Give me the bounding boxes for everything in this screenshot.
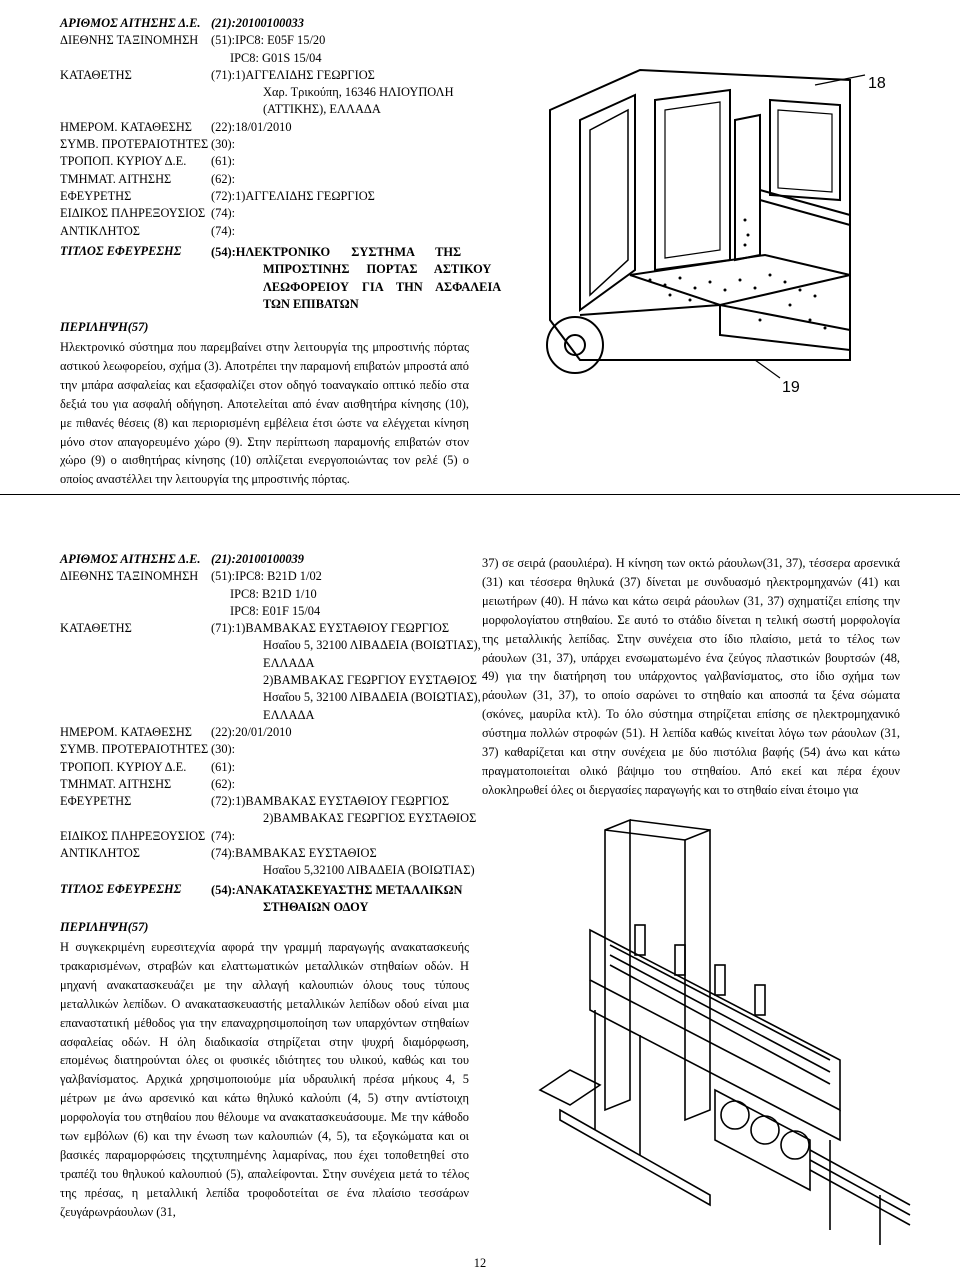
field-value: (21):20100100033 (211, 16, 304, 30)
field-row (60, 101, 480, 118)
bus-door-drawing (520, 60, 920, 400)
figure-bus-door (520, 60, 920, 400)
field-row (60, 84, 480, 101)
field-row (60, 171, 480, 188)
title-line: ΜΠΡΟΣΤΙΝΗΣ ΠΟΡΤΑΣ ΑΣΤΙΚΟΥ (263, 262, 492, 277)
field-value: (72):1)ΑΓΓΕΛΙΔΗΣ ΓΕΩΡΓΙΟΣ (211, 188, 375, 203)
field-label: ΕΦΕΥΡΕΤΗΣ (60, 188, 132, 203)
field-row (60, 136, 480, 153)
field-row (60, 32, 480, 49)
field-value: 2)ΒΑΜΒΑΚΑΣ ΓΕΩΡΓΙΟΥ ΕΥΣΤΑΘΙΟΣ (263, 673, 477, 688)
field-row (60, 568, 480, 585)
field-value: (61): (211, 759, 236, 774)
field-value: ΕΛΛΑΔΑ (263, 655, 315, 670)
field-row (60, 672, 480, 689)
field-row (60, 655, 480, 672)
abstract-continuation: 37) σε σειρά (ραουλιέρα). Η κίνηση των οκτώ ράουλων(31, 37), τέσσερα αρσενικά (31) και τέσσερα θηλυκά (37) δίνεται με συνδυασμό ηλεκτρομηχανών (41) και μειωτήρων (40). Η πάνω και κάτω σειρά ράουλων (31, 37) σχηματίζει επίσης την μορφολογίατου στηθαίου. Σε αυτό το στάδιο δίνεται η τελική σωστή μορφολογία της μεταλλικής λεπίδας. Στην συνέχεια στο ίδιο πλαίσιο, μετά το τέλος των ράουλων (31, 37), υπάρχει ενσωματωμένο ένα ζεύγος πλαστικών βουρτσών (48, 49) για την διατήρηση του υπάρχοντος γαλβανίσματος, στο ίδιο σχήμα των ράουλων (31, 37), το οποίο σαρώνει το στηθαίο και αποσπά τα ξένα σώματα (σκόνες, μαυρίλα κτλ). Το όλο σύστημα στηρίζεται επίσης σε ηλεκτρομηχανικό σύστημα πολλών στροφών (51). Η λεπίδα καθώς κινείται λόγω των ράουλων (31, 37) καθαρίζεται και στην συνέχεια με δύο πιστόλια βαφής (54) άνω και κάτω πραγματοποιείται ολικό βάψιμο του στηθαίου. Από εκεί και πέρα έχουν ολοκληρωθεί όλες οι διεργασίες παραγωγής και το στηθαίο είναι έτοιμο για (482, 556, 900, 797)
title-line: ΤΩΝ ΕΠΙΒΑΤΩΝ (263, 296, 359, 311)
abstract-heading: ΠΕΡΙΛΗΨΗ(57) (60, 920, 149, 934)
field-row (60, 15, 480, 32)
field-row (60, 776, 480, 793)
field-label: ΗΜΕΡΟΜ. ΚΑΤΑΘΕΣΗΣ (60, 724, 193, 739)
field-value: IPC8: B21D 1/10 (230, 586, 317, 601)
field-row (60, 188, 480, 205)
title-label: ΤΙΤΛΟΣ ΕΦΕΥΡΕΣΗΣ (60, 882, 182, 896)
field-value: Ησαΐου 5, 32100 ΛΙΒΑΔΕΙΑ (ΒΟΙΩΤΙΑΣ), (263, 690, 481, 705)
field-value: (21):20100100039 (211, 552, 304, 566)
field-label: ΣΥΜΒ. ΠΡΟΤΕΡΑΙΟΤΗΤΕΣ (60, 742, 209, 757)
field-label: ΑΡΙΘΜΟΣ ΑΙΤΗΣΗΣ Δ.Ε. (60, 16, 201, 30)
field-row (60, 689, 480, 706)
field-value: IPC8: G01S 15/04 (230, 50, 322, 65)
field-value: (30): (211, 137, 236, 152)
field-value: ΕΛΛΑΔΑ (263, 707, 315, 722)
field-row (60, 845, 480, 862)
field-row (60, 153, 480, 170)
abstract-text: Ηλεκτρονικό σύστημα που παρεμβαίνει στην λειτουργία της μπροστινής πόρτας αστικού λεωφορείου, σχήμα (3). Αποτρέπει την παραμονή επιβατών μπροστά από την μπάρα ασφαλείας και εξασφαλίζει στον οδηγό τοαναγκαίο οπτικό πεδίο στα δεξιά του για ασφαλή οδήγηση. Αποτελείται από έναν αισθητήρα κίνησης (10), με πιθανές θέσεις (8) και περιορισμένη εμβέλεια έτσι ώστε να ελέγχεται κίνηση μόνο στον απαγορευμένο χώρο (9). Στην περίπτωση παραμονής επιβατών στον χώρο (9) ο αισθητήρας κίνησης (10) οπλίζεται ενεργοποιώντας τον ρελέ (5) ο οποίος αναστέλλει την λειτουργία της μπροστινής πόρτας. (60, 340, 469, 487)
field-value: (74):ΒΑΜΒΑΚΑΣ ΕΥΣΤΑΘΙΟΣ (211, 846, 377, 861)
field-row (60, 724, 480, 741)
title-line: ΣΤΗΘΑΙΩΝ ΟΔΟΥ (263, 900, 369, 915)
field-value: (71):1)ΒΑΜΒΑΚΑΣ ΕΥΣΤΑΘΙΟΥ ΓΕΩΡΓΙΟΣ (211, 621, 450, 636)
record-2-title (60, 882, 480, 918)
field-row (60, 741, 480, 758)
field-row (60, 620, 480, 637)
field-value: (62): (211, 171, 236, 186)
field-label: ΔΙΕΘΝΗΣ ΤΑΞΙΝΟΜΗΣΗ (60, 33, 199, 48)
field-value: (51):IPC8: B21D 1/02 (211, 569, 322, 584)
field-label: ΤΡΟΠΟΠ. ΚΥΡΙΟΥ Δ.Ε. (60, 759, 187, 774)
field-value: (74): (211, 828, 236, 843)
field-value: (51):IPC8: E05F 15/20 (211, 33, 326, 48)
field-value: (71):1)ΑΓΓΕΛΙΔΗΣ ΓΕΩΡΓΙΟΣ (211, 67, 375, 82)
field-label: ΚΑΤΑΘΕΤΗΣ (60, 621, 132, 636)
field-label: ΕΙΔΙΚΟΣ ΠΛΗΡΕΞΟΥΣΙΟΣ (60, 206, 206, 221)
field-value: (62): (211, 776, 236, 791)
field-row (60, 223, 480, 240)
title-line: (54):ΑΝΑΚΑΤΑΣΚΕΥΑΣΤΗΣ ΜΕΤΑΛΛΙΚΩΝ (211, 883, 463, 897)
field-label: ΔΙΕΘΝΗΣ ΤΑΞΙΝΟΜΗΣΗ (60, 569, 199, 584)
field-value: (74): (211, 223, 236, 238)
field-value: (22):18/01/2010 (211, 119, 292, 134)
field-value: Ησαΐου 5, 32100 ΛΙΒΑΔΕΙΑ (ΒΟΙΩΤΙΑΣ), (263, 638, 481, 653)
title-value (211, 882, 479, 917)
record-1-fields (60, 15, 480, 240)
field-row (60, 793, 480, 810)
field-value: (61): (211, 154, 236, 169)
abstract-heading: ΠΕΡΙΛΗΨΗ(57) (60, 320, 149, 334)
field-label: ΕΙΔΙΚΟΣ ΠΛΗΡΕΞΟΥΣΙΟΣ (60, 828, 206, 843)
field-value: Χαρ. Τρικούπη, 16346 ΗΛΙΟΥΠΟΛΗ (263, 85, 454, 100)
field-value: (30): (211, 742, 236, 757)
field-label: ΤΜΗΜΑΤ. ΑΙΤΗΣΗΣ (60, 776, 172, 791)
field-value: Ησαΐου 5,32100 ΛΙΒΑΔΕΙΑ (ΒΟΙΩΤΙΑΣ) (263, 863, 475, 878)
field-value: IPC8: E01F 15/04 (230, 603, 321, 618)
field-row (60, 707, 480, 724)
machine-drawing (510, 810, 930, 1250)
field-label: ΤΡΟΠΟΠ. ΚΥΡΙΟΥ Δ.Ε. (60, 154, 187, 169)
field-row (60, 586, 480, 603)
field-row (60, 67, 480, 84)
field-row (60, 603, 480, 620)
field-value: (74): (211, 206, 236, 221)
figure-label-19-text (782, 376, 800, 394)
field-label: ΤΜΗΜΑΤ. ΑΙΤΗΣΗΣ (60, 171, 172, 186)
field-row (60, 205, 480, 222)
abstract-text: Η συγκεκριμένη ευρεσιτεχνία αφορά την γραμμή παραγωγής ανακατασκευής τρακαρισμένων, στραβών και ελαττωματικών μεταλλικών στηθαίων οδών. Η μηχανή ανακατασκευάζει με την αλλαγή καλουπιών όλους τους τύπους μεταλλικών λεπίδων. Ο ανακατασκευαστής μεταλλικών λεπίδων οδού είναι μια επαναστατική μέθοδος για την επαναχρησιμοποίηση των υπαρχόντων στηθαίων ασφαλείας οδών. Η όλη διαδικασία στηρίζεται στην ψυχρή διαμόρφωση, επομένως διατηρούνται όλες οι φυσικές ιδιότητες του υλικού, καθώς και του γαλβανίσματος. Αρχικά χρησιμοποιούμε μία υδραυλική πρέσα μήκους 4, 5 μέτρων με άνω αρσενικό και κάτω θηλυκό καλούπι (4, 5) στην αντίστοιχη μορφολογία του στηθαίου που θέλουμε να ανακατασκευάσουμε. Με την κάθοδο των εμβόλων (6) και την ένωση των καλουπιών (4, 5), τα εξογκώματα και οι βασικές παραμορφώσεις τηςχτυπημένης λαμαρίνας, που έχει τοποθετηθεί στο τραπέζι του θηλυκού καλουπιού (5), απαλείφονται. Στην συνέχεια μετά το τέλος της πρέσας, η μεταλλική λεπίδα τροφοδοτείται σε ένα πλαίσιο τεσσάρων ζευγάρωνράουλων (31, (60, 940, 469, 1219)
field-label: ΣΥΜΒ. ΠΡΟΤΕΡΑΙΟΤΗΤΕΣ (60, 137, 209, 152)
field-label: ΚΑΤΑΘΕΤΗΣ (60, 67, 132, 82)
section-divider (0, 494, 960, 495)
field-value: (22):20/01/2010 (211, 724, 292, 739)
field-value: (72):1)ΒΑΜΒΑΚΑΣ ΕΥΣΤΑΘΙΟΥ ΓΕΩΡΓΙΟΣ (211, 794, 450, 809)
figure-machine (510, 810, 930, 1250)
field-label: ΗΜΕΡΟΜ. ΚΑΤΑΘΕΣΗΣ (60, 119, 193, 134)
field-row (60, 637, 480, 654)
field-row (60, 551, 480, 568)
figure-label-18: 18 (868, 75, 886, 92)
field-row (60, 828, 480, 845)
figure-label-18-text (868, 72, 886, 90)
field-value: 2)ΒΑΜΒΑΚΑΣ ΓΕΩΡΓΙΟΣ ΕΥΣΤΑΘΙΟΣ (263, 811, 477, 826)
page-number: 12 (473, 1256, 487, 1270)
record-1-title (60, 244, 502, 316)
field-label: ΑΡΙΘΜΟΣ ΑΙΤΗΣΗΣ Δ.Ε. (60, 552, 201, 566)
field-row (60, 862, 480, 879)
title-value (211, 244, 502, 313)
figure-label-19: 19 (782, 379, 800, 396)
field-row (60, 759, 480, 776)
record-2-fields (60, 551, 480, 880)
field-row (60, 810, 480, 827)
field-row (60, 119, 480, 136)
title-line: (54):ΗΛΕΚΤΡΟΝΙΚΟ ΣΥΣΤΗΜΑ ΤΗΣ (211, 245, 462, 259)
field-label: ΑΝΤΙΚΛΗΤΟΣ (60, 223, 140, 238)
field-label: ΑΝΤΙΚΛΗΤΟΣ (60, 846, 140, 861)
field-row (60, 50, 480, 67)
title-line: ΛΕΩΦΟΡΕΙΟΥ ΓΙΑ ΤΗΝ ΑΣΦΑΛΕΙΑ (263, 279, 502, 294)
title-label: ΤΙΤΛΟΣ ΕΦΕΥΡΕΣΗΣ (60, 244, 182, 258)
field-label: ΕΦΕΥΡΕΤΗΣ (60, 794, 132, 809)
field-value: (ΑΤΤΙΚΗΣ), ΕΛΛΑΔΑ (263, 102, 381, 117)
